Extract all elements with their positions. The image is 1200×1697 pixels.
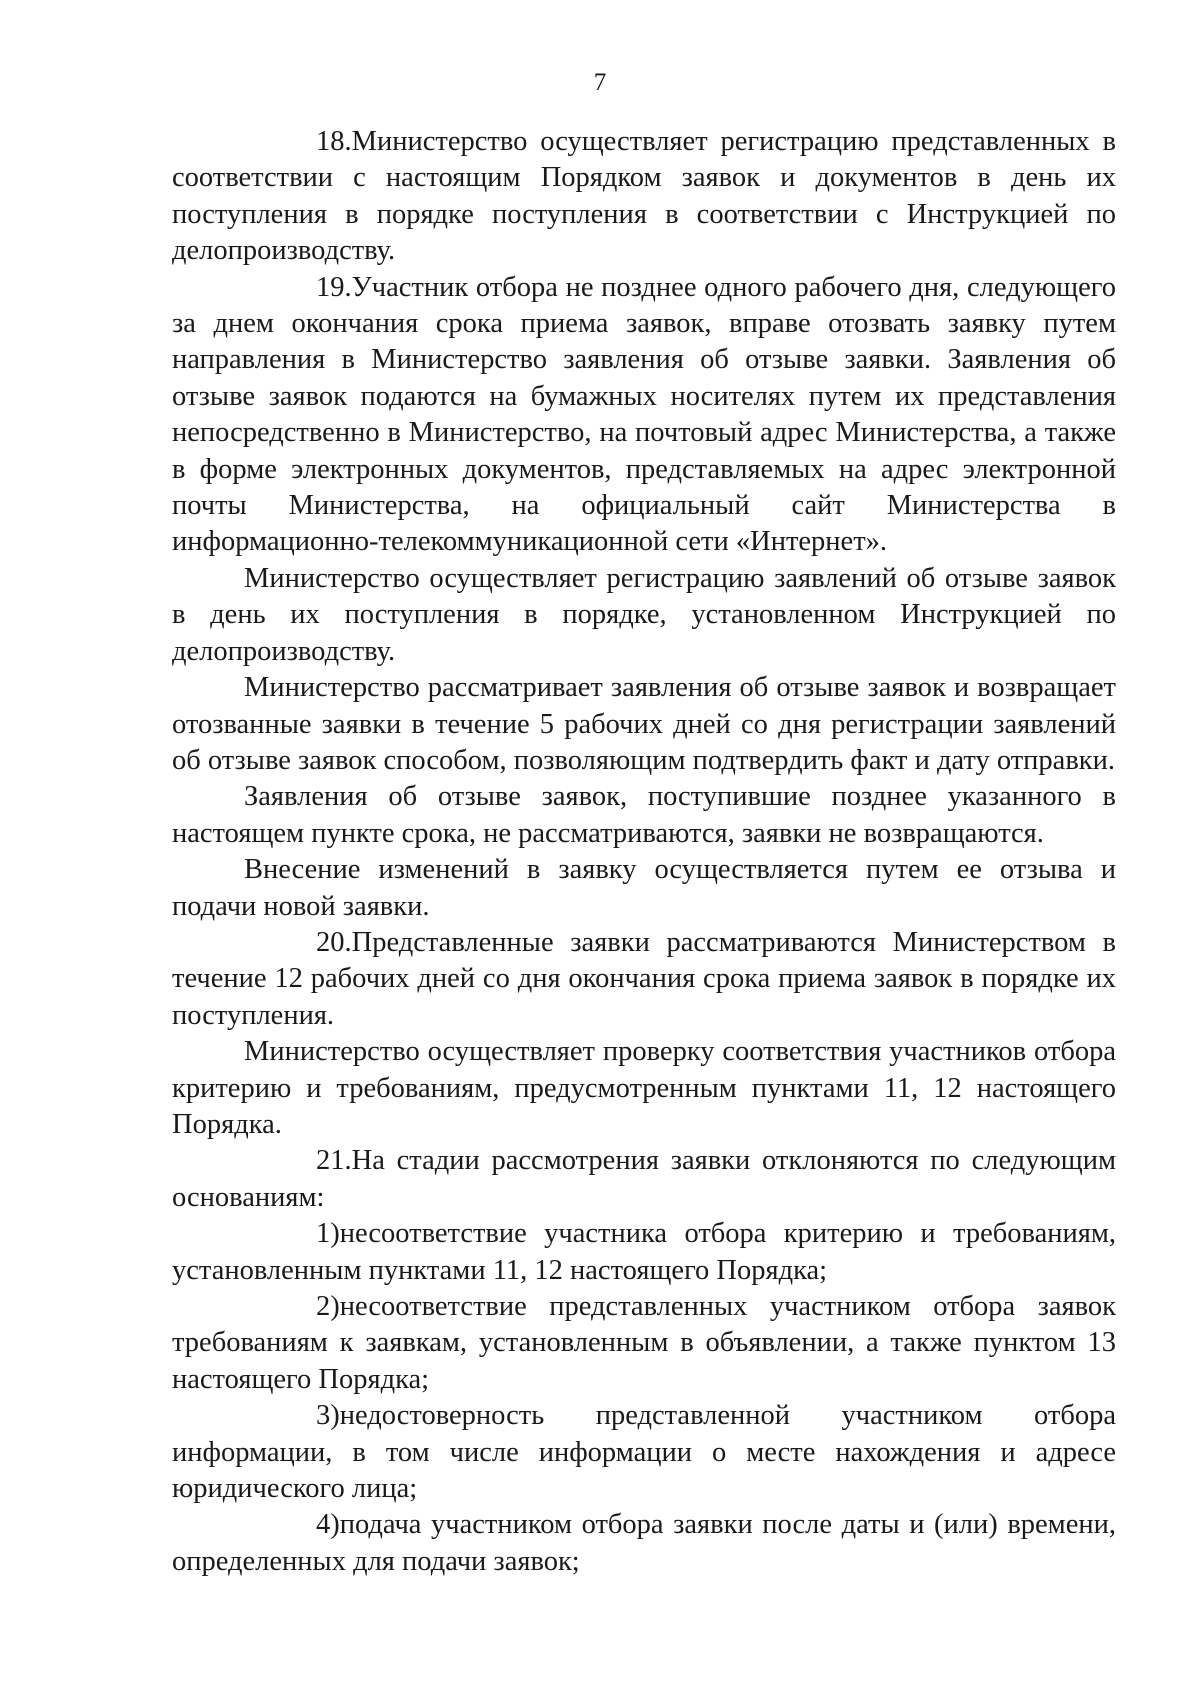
list-item-3 [172,1398,1116,1507]
page-number: 7 [593,69,607,96]
paragraph-19-late [172,779,1116,852]
list-item-text: несоответствие представленных участником отбора заявок требованиям к заявкам, установленным в объявлении, а также пунктом 13 настоящего Порядка; [172,1291,1116,1395]
paragraph-text: Министерство рассматривает заявления об отзыве заявок и возвращает отозванные заявки в течение 5 рабочих дней со дня регистрации заявлений об отзыве заявок способом, позволяющим подтвердить факт и дату отправки. [172,672,1116,776]
paragraph-20 [172,925,1116,1034]
list-number: 4) [316,1509,340,1541]
list-number: 2) [316,1291,340,1322]
paragraph-text: На стадии рассмотрения заявки отклоняются по следующим основаниям: [172,1145,1116,1213]
paragraph-20-check [172,1034,1116,1143]
paragraph-text: Участник отбора не позднее одного рабочего дня, следующего за днем окончания срока приема заявок, вправе отозвать заявку путем направления в Министерство заявления об отзыве заявки. Заявления об отзыве заявок подаются на бумажных носителях путем их представления непосредственно в Министерство, на почтовый адрес Министерства, а также в форме электронных документов, представляемых на адрес электронной почты Министерства, на официальный сайт Министерства в информационно-телекоммуникационной сети «Интернет». [172,271,1116,558]
paragraph-21 [172,1143,1116,1216]
paragraph-text: Внесение изменений в заявку осуществляется путем ее отзыва и подачи новой заявки. [172,854,1116,922]
paragraph-text: Министерство осуществляет регистрацию представленных в соответствии с настоящим Порядком заявок и документов в день их поступления в порядке поступления в соответствии с Инструкцией по делопроизводству. [172,126,1116,267]
list-number: 1) [316,1218,340,1250]
clause-number: 21. [316,1145,352,1177]
clause-number: 19. [316,271,352,303]
clause-number: 20. [316,926,352,958]
list-number: 3) [316,1400,340,1432]
clause-number: 18. [316,126,352,157]
paragraph-18 [172,124,1116,270]
paragraph-19-review [172,670,1116,779]
paragraph-19 [172,270,1116,561]
list-item-2 [172,1289,1116,1398]
list-item-text: несоответствие участника отбора критерию и требованиям, установленным пунктами 11, 12 настоящего Порядка; [172,1218,1116,1286]
list-item-4 [172,1507,1116,1580]
paragraph-text: Представленные заявки рассматриваются Министерством в течение 12 рабочих дней со дня окончания срока приема заявок в порядке их поступления. [172,926,1116,1031]
list-item-text: подача участником отбора заявки после даты и (или) времени, определенных для подачи заявок; [172,1509,1116,1577]
paragraph-text: Министерство осуществляет регистрацию заявлений об отзыве заявок в день их поступления в порядке, установленном Инструкцией по делопроизводству. [172,562,1116,667]
list-item-text: недостоверность представленной участником отбора информации, в том числе информации о месте нахождения и адресе юридического лица; [172,1400,1116,1505]
paragraph-text: Заявления об отзыве заявок, поступившие позднее указанного в настоящем пункте срока, не рассматриваются, заявки не возвращаются. [172,781,1116,849]
list-item-1 [172,1216,1116,1289]
paragraph-19-registration [172,561,1116,670]
paragraph-19-changes [172,852,1116,925]
document-body [172,124,1116,1580]
paragraph-text: Министерство осуществляет проверку соответствия участников отбора критерию и требованиям, предусмотренным пунктами 11, 12 настоящего Порядка. [172,1036,1116,1140]
